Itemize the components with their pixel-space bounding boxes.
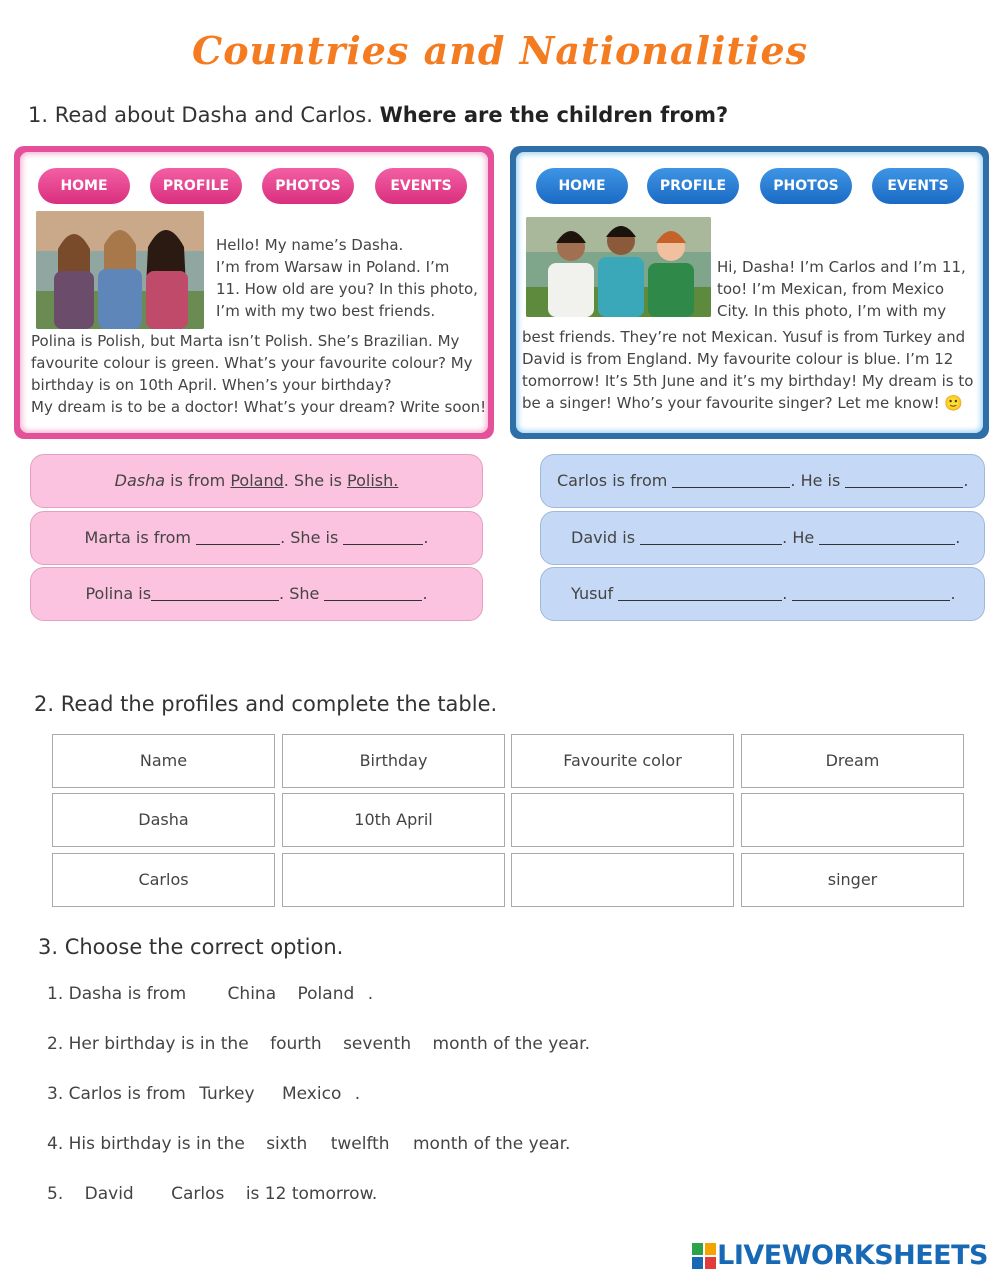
text-line: too! I’m Mexican, from Mexico: [717, 280, 945, 298]
question-text: .: [354, 1084, 361, 1104]
question-3: [47, 1084, 360, 1104]
option-turkey[interactable]: Turkey: [199, 1084, 255, 1104]
sentence-answer: Polish.: [347, 471, 399, 490]
sentence-text: . She is: [283, 471, 348, 490]
option-sixth[interactable]: sixth: [266, 1134, 308, 1154]
sentence-text: . She: [279, 584, 325, 603]
carlos-friends-photo: [526, 217, 711, 317]
answer-input[interactable]: [618, 582, 782, 601]
question-text: .: [367, 984, 374, 1004]
option-china[interactable]: China: [227, 984, 277, 1004]
nav-profile-button[interactable]: PROFILE: [647, 168, 739, 204]
sentence-text: .: [782, 584, 793, 603]
carlos-profile-card: [510, 146, 989, 439]
sentence-text: . He: [782, 528, 820, 547]
option-carlos[interactable]: Carlos: [171, 1184, 225, 1204]
question-1: [47, 984, 373, 1004]
answer-input[interactable]: [324, 582, 422, 601]
sentence-text: .: [963, 471, 969, 490]
sentence-text: Carlos is from: [557, 471, 673, 490]
question-text: 1. Dasha is from: [47, 984, 187, 1004]
option-fourth[interactable]: fourth: [270, 1034, 322, 1054]
question-text: month of the year.: [413, 1134, 571, 1154]
question-text: 5.: [47, 1184, 64, 1204]
sentence-text: .: [950, 584, 956, 603]
option-david[interactable]: David: [84, 1184, 134, 1204]
option-seventh[interactable]: seventh: [343, 1034, 412, 1054]
sentence-text: Marta is from: [84, 528, 197, 547]
carlos-text-right: [717, 256, 966, 322]
table-cell-name: Dasha: [52, 793, 275, 847]
option-twelfth[interactable]: twelfth: [330, 1134, 390, 1154]
sentence-text: .: [423, 528, 429, 547]
sentence-carlos: [540, 454, 985, 508]
table-input-birthday[interactable]: [282, 853, 505, 907]
carlos-text-full: [522, 326, 973, 414]
answer-input[interactable]: [819, 526, 955, 545]
sentence-text: .: [422, 584, 428, 603]
text-line: Hello! My name’s Dasha.: [216, 236, 404, 254]
text-line: 11. How old are you? In this photo,: [216, 280, 478, 298]
section-3-heading: 3. Choose the correct option.: [38, 935, 344, 959]
text-line: birthday is on 10th April. When’s your birthday?: [31, 376, 392, 394]
nav-photos-button[interactable]: PHOTOS: [760, 168, 852, 204]
text-line: tomorrow! It’s 5th June and it’s my birthday! My dream is to: [522, 372, 974, 390]
sentence-text: . He is: [790, 471, 846, 490]
nav-home-button[interactable]: HOME: [536, 168, 628, 204]
section-1-heading-bold: Where are the children from?: [379, 103, 729, 127]
question-text: 4. His birthday is in the: [47, 1134, 245, 1154]
question-text: month of the year.: [432, 1034, 590, 1054]
text-line: My dream is to be a doctor! What’s your dream? Write soon!: [31, 398, 487, 416]
option-poland[interactable]: Poland: [297, 984, 355, 1004]
question-text: 3. Carlos is from: [47, 1084, 186, 1104]
table-cell-dream: singer: [741, 853, 964, 907]
answer-input[interactable]: [792, 582, 950, 601]
text-line: be a singer! Who’s your favourite singer? Let me know! 🙂: [522, 394, 964, 412]
table-input-color[interactable]: [511, 793, 734, 847]
question-2: [47, 1034, 590, 1054]
table-header-color: Favourite color: [511, 734, 734, 788]
text-line: favourite colour is green. What’s your favourite colour? My: [31, 354, 473, 372]
table-header-dream: Dream: [741, 734, 964, 788]
table-header-name: Name: [52, 734, 275, 788]
dasha-text-full: [31, 330, 486, 418]
sentence-answer: Poland: [230, 471, 284, 490]
sentence-marta: [30, 511, 483, 565]
section-1-heading-plain: 1. Read about Dasha and Carlos.: [28, 103, 380, 127]
country-input[interactable]: [672, 469, 790, 488]
table-cell-birthday: 10th April: [282, 793, 505, 847]
nationality-input[interactable]: [845, 469, 963, 488]
question-5: [47, 1184, 377, 1204]
nav-profile-button[interactable]: PROFILE: [150, 168, 242, 204]
table-cell-name: Carlos: [52, 853, 275, 907]
table-input-color[interactable]: [511, 853, 734, 907]
sentence-polina: [30, 567, 483, 621]
question-text: 2. Her birthday is in the: [47, 1034, 249, 1054]
text-line: Hi, Dasha! I’m Carlos and I’m 11,: [717, 258, 966, 276]
liveworksheets-logo-icon: [692, 1243, 716, 1269]
page-title: Countries and Nationalities: [191, 28, 809, 73]
sentence-name: Dasha: [114, 471, 166, 490]
nav-events-button[interactable]: EVENTS: [872, 168, 964, 204]
sentence-text: . She is: [280, 528, 344, 547]
sentence-text: Yusuf: [571, 584, 619, 603]
nationality-input[interactable]: [343, 526, 423, 545]
nav-home-button[interactable]: HOME: [38, 168, 130, 204]
option-mexico[interactable]: Mexico: [281, 1084, 342, 1104]
sentence-text: Polina is: [85, 584, 152, 603]
answer-input[interactable]: [151, 582, 279, 601]
nav-events-button[interactable]: EVENTS: [375, 168, 467, 204]
question-4: [47, 1134, 570, 1154]
sentence-dasha: [30, 454, 483, 508]
text-line: City. In this photo, I’m with my: [717, 302, 947, 320]
text-line: Polina is Polish, but Marta isn’t Polish. She’s Brazilian. My: [31, 332, 460, 350]
nav-photos-button[interactable]: PHOTOS: [262, 168, 354, 204]
text-line: I’m from Warsaw in Poland. I’m: [216, 258, 450, 276]
answer-input[interactable]: [640, 526, 782, 545]
text-line: best friends. They’re not Mexican. Yusuf is from Turkey and: [522, 328, 966, 346]
dasha-friends-photo: [36, 211, 204, 329]
section-1-heading: [28, 103, 728, 127]
country-input[interactable]: [196, 526, 280, 545]
sentence-yusuf: [540, 567, 985, 621]
sentence-text: David is: [571, 528, 641, 547]
sentence-text: .: [955, 528, 961, 547]
sentence-text: is from: [165, 471, 231, 490]
text-line: David is from England. My favourite colour is blue. I’m 12: [522, 350, 954, 368]
dasha-text-right: [216, 234, 478, 322]
question-text: is 12 tomorrow.: [245, 1184, 378, 1204]
section-2-heading: 2. Read the profiles and complete the table.: [34, 692, 498, 716]
liveworksheets-logo[interactable]: LIVEWORKSHEETS: [717, 1240, 988, 1271]
table-input-dream[interactable]: [741, 793, 964, 847]
table-header-birthday: Birthday: [282, 734, 505, 788]
sentence-david: [540, 511, 985, 565]
dasha-profile-card: [14, 146, 494, 439]
text-line: I’m with my two best friends.: [216, 302, 436, 320]
